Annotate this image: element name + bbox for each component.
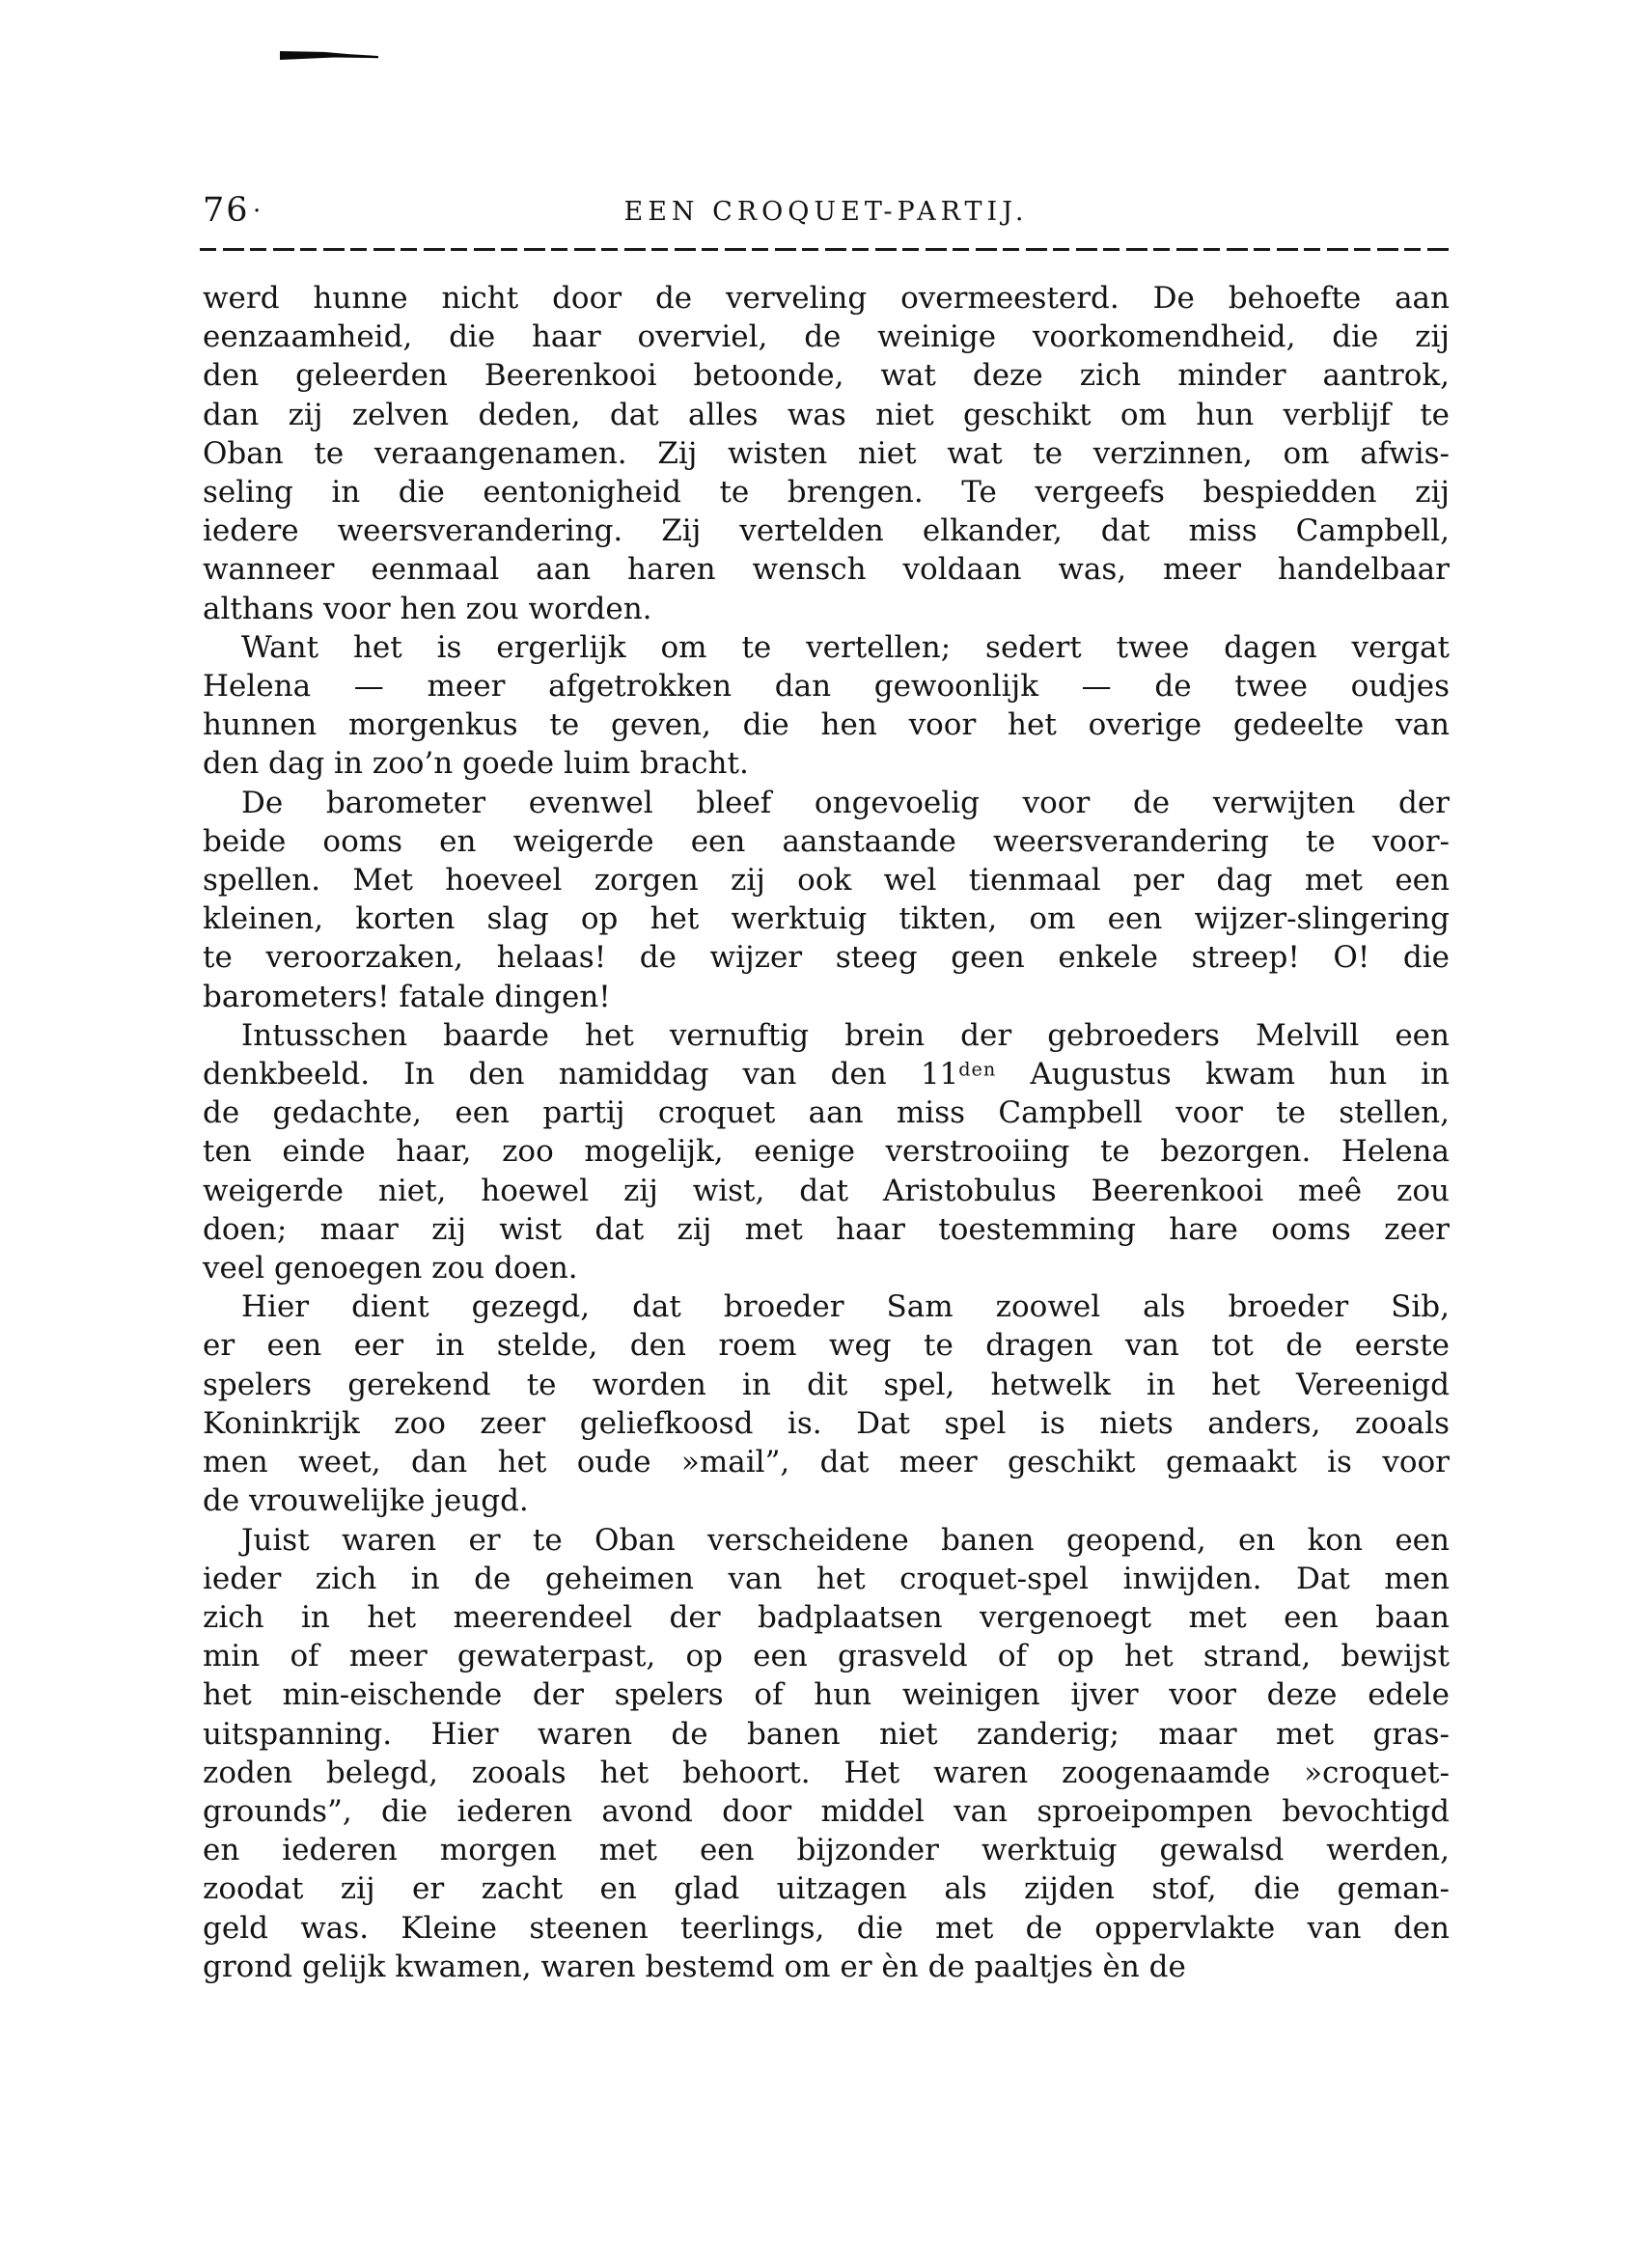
paragraph [203,1521,1450,1986]
paragraph [203,1016,1450,1287]
running-title: EEN CROQUET-PARTIJ. [623,197,1029,227]
text-line: dan zij zelven deden, dat alles was niet geschikt om hun verblijf te [203,397,1450,432]
page-header [203,189,1450,239]
text-line: eenzaamheid, die haar overviel, de weinige voorkomendheid, die zij [203,319,1450,355]
text-line: ten einde haar, zoo mogelijk, eenige verstrooiing te bezorgen. Helena [203,1134,1450,1170]
text-line: zich in het meerendeel der badplaatsen vergenoegt met een baan [203,1599,1450,1635]
text-line: zoden belegd, zooals het behoort. Het waren zoogenaamde »croquet- [203,1755,1450,1790]
paragraph [203,279,1450,628]
body-text [203,279,1450,1986]
text-line: iedere weersverandering. Zij vertelden elkander, dat miss Campbell, [203,513,1450,549]
text-line: beide ooms en weigerde een aanstaande weersverandering te voor- [203,823,1450,859]
text-line: uitspanning. Hier waren de banen niet zanderig; maar met gras- [203,1716,1450,1752]
text-line: werd hunne nicht door de verveling overmeesterd. De behoefte aan [203,281,1450,316]
text-line: barometers! fatale dingen! [203,979,611,1014]
header-rule [200,248,1454,251]
text-line: veel genoegen zou doen. [203,1251,578,1286]
text-line: zoodat zij er zacht en glad uitzagen als zijden stof, die geman- [203,1871,1450,1907]
text-line: het min-eischende der spelers of hun weinigen ijver voor deze edele [203,1677,1450,1713]
text-segment: denkbeeld. In den namiddag van den 11 [203,1057,959,1093]
text-line: Hier dient gezegd, dat broeder Sam zoowel als broeder Sib, [241,1289,1450,1325]
text-segment: Augustus kwam hun in [996,1057,1450,1093]
text-line: er een eer in stelde, den roem weg te dragen van tot de eerste [203,1328,1450,1364]
text-line: seling in die eentonigheid te brengen. Te vergeefs bespiedden zij [203,475,1450,511]
text-line: Want het is ergerlijk om te vertellen; sedert twee dagen vergat [241,629,1450,665]
text-line: Intusschen baarde het vernuftig brein der gebroeders Melvill een [241,1017,1450,1053]
text-line: Oban te veraangenamen. Zij wisten niet wat te verzinnen, om afwis- [203,435,1450,471]
text-line: min of meer gewaterpast, op een grasveld of op het strand, bewijst [203,1639,1450,1674]
text-line: grounds”, die iederen avond door middel van sproeipompen bevochtigd [203,1793,1450,1829]
page-number-dot: · [253,197,262,226]
text-line: den dag in zoo’n goede luim bracht. [203,746,749,782]
paragraph [203,1287,1450,1520]
text-line: geld was. Kleine steenen teerlings, die met de oppervlakte van den [203,1910,1450,1946]
text-line: kleinen, korten slag op het werktuig tikten, om een wijzer-slingering [203,901,1450,937]
text-line: te veroorzaken, helaas! de wijzer steeg geen enkele streep! O! die [203,940,1450,976]
text-line: althans voor hen zou worden. [203,591,652,626]
text-line: ieder zich in de geheimen van het croquet-spel inwijden. Dat men [203,1561,1450,1596]
text-line: men weet, dan het oude »mail”, dat meer geschikt gemaakt is voor [203,1445,1450,1480]
paragraph [203,628,1450,784]
text-line: Juist waren er te Oban verscheidene banen geopend, en kon een [241,1522,1450,1558]
superscript-ordinal: den [958,1058,997,1081]
text-line: en iederen morgen met een bijzonder werktuig gewalsd werden, [203,1833,1450,1868]
text-line: doen; maar zij wist dat zij met haar toestemming hare ooms zeer [203,1211,1450,1247]
text-line [203,1055,1450,1093]
page-number: 76 [203,191,250,230]
text-line: hunnen morgenkus te geven, die hen voor het overige gedeelte van [203,707,1450,743]
text-line: den geleerden Beerenkooi betoonde, wat deze zich minder aantrok, [203,358,1450,394]
text-line: wanneer eenmaal aan haren wensch voldaan was, meer handelbaar [203,552,1450,588]
text-line: spelers gerekend te worden in dit spel, hetwelk in het Vereenigd [203,1367,1450,1402]
text-line: De barometer evenwel bleef ongevoelig voor de verwijten der [241,785,1450,820]
text-line: spellen. Met hoeveel zorgen zij ook wel tienmaal per dag met een [203,863,1450,899]
text-line: Koninkrijk zoo zeer geliefkoosd is. Dat spel is niets anders, zooals [203,1405,1450,1441]
ink-smudge-mark [280,51,378,60]
paragraph [203,784,1450,1016]
text-line: de vrouwelijke jeugd. [203,1483,529,1519]
text-line: weigerde niet, hoewel zij wist, dat Aristobulus Beerenkooi meê zou [203,1173,1450,1208]
text-line: grond gelijk kwamen, waren bestemd om er èn de paaltjes èn de [203,1949,1186,1984]
text-line: Helena — meer afgetrokken dan gewoonlijk — de twee oudjes [203,669,1450,705]
text-line: de gedachte, een partij croquet aan miss Campbell voor te stellen, [203,1095,1450,1131]
